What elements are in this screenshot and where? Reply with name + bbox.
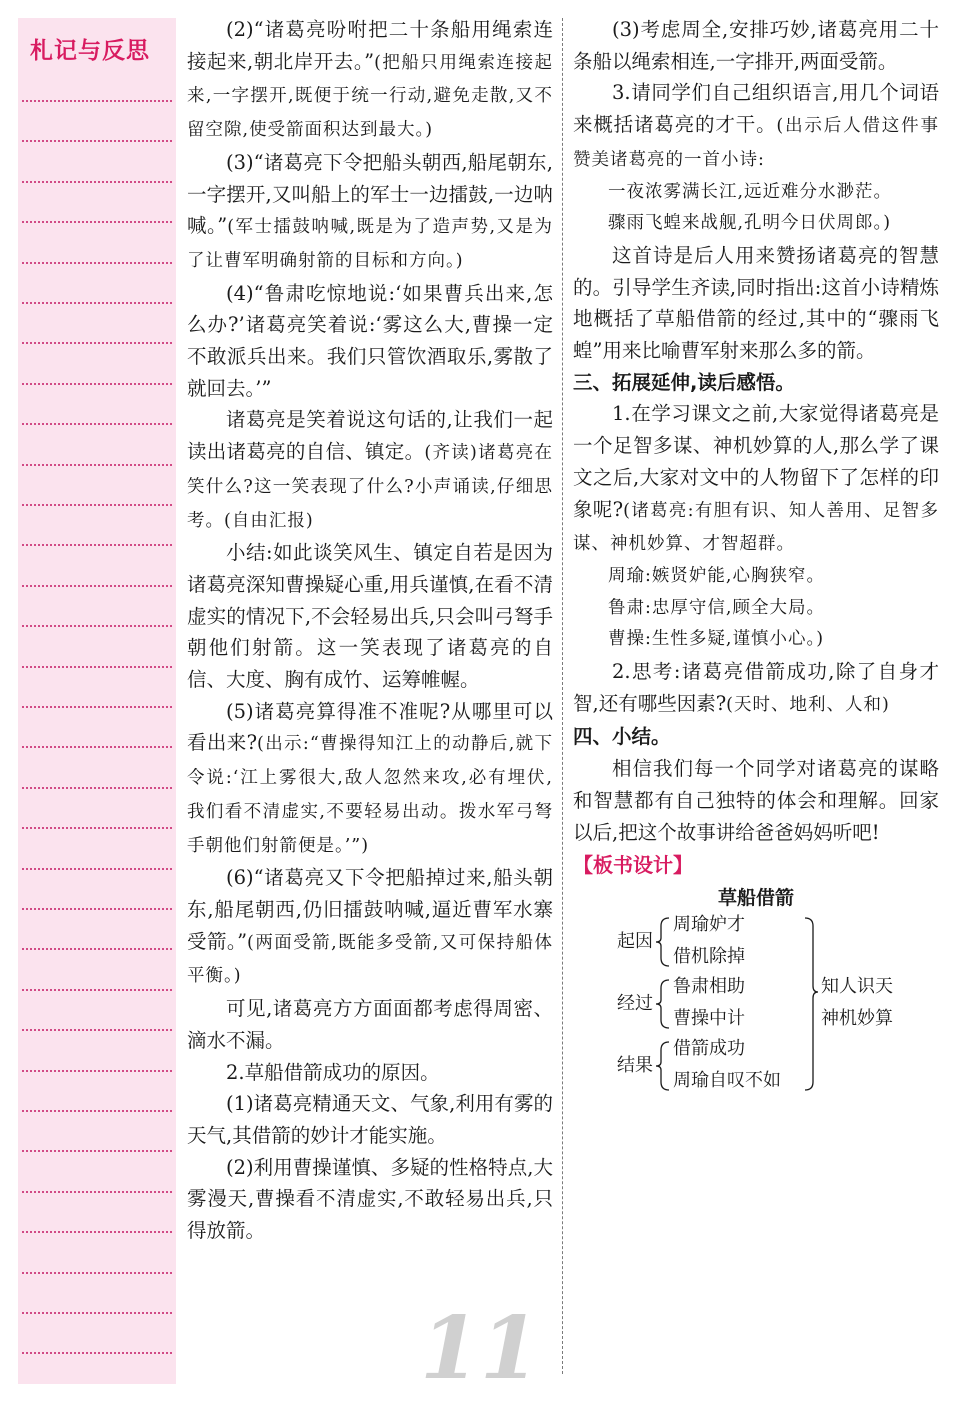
note-line (22, 1191, 172, 1193)
reason-2: (2)利用曹操谨慎、多疑的性格特点,大雾漫天,曹操看不清虚实,不敢轻易出兵,只得放箭。 (187, 1155, 553, 1243)
note-line (22, 1110, 172, 1112)
note-line (22, 746, 172, 748)
paragraph-5: (5)诸葛亮算得准不准呢?从哪里可以看出来?(出示:“曹操得知江上的动静后,就下令说:‘江上雾很大,敌人忽然来攻,必有埋伏,我们看不清虚实,不要轻易出动。拨水军弓弩手朝他们射箭便是。’”) (187, 699, 553, 856)
board-design-diagram (573, 914, 939, 1094)
note-line (22, 100, 172, 102)
note-line (22, 827, 172, 829)
sidebar-title: 札记与反思 (30, 38, 150, 64)
character-zhouyu: 周瑜:嫉贤妒能,心胸狭窄。 (608, 565, 825, 586)
note-line (22, 1150, 172, 1152)
paragraph-2: (2)“诸葛亮吩咐把二十条船用绳索连接起来,朝北岸开去。”(把船只用绳索连接起来,一字摆开,既便于统一行动,避免走散,又不留空隙,使受箭面积达到最大。) (187, 18, 554, 141)
paragraph-3: (3)“诸葛亮下令把船头朝西,船尾朝东,一字摆开,又叫船上的军士一边擂鼓,一边呐喊。”(军士擂鼓呐喊,既是为了造声势,又是为了让曹军明确射箭的目标和方向。) (187, 150, 553, 271)
extension-2: 2.思考:诸葛亮借箭成功,除了自身才智,还有哪些因素?(天时、地利、人和) (573, 660, 939, 715)
section-3-heading: 三、拓展延伸,读后感悟。 (573, 370, 795, 394)
poem-line-2: 骤雨飞蝗来战舰,孔明今日伏周郎。) (608, 213, 892, 234)
board-label-result: 结果 (617, 1055, 653, 1077)
poem-line-1: 一夜浓雾满长江,远近难分水渺茫。 (608, 181, 893, 202)
closing-paragraph: 相信我们每一个同学对诸葛亮的谋略和智慧都有自己独特的体会和理解。回家以后,把这个故事讲给爸爸妈妈听吧! (573, 757, 939, 844)
poem-explanation: 这首诗是后人用来赞扬诸葛亮的智慧的。引导学生齐读,同时指出:这首小诗精炼地概括了草船借箭的经过,其中的“骤雨飞蝗”用来比喻曹军射来那么多的箭。 (573, 243, 939, 363)
reason-1: (1)诸葛亮精通天文、气象,利用有雾的天气,其借箭的妙计才能实施。 (187, 1092, 553, 1147)
board-conclusion: 知人识天 (821, 976, 893, 998)
note-line (22, 948, 172, 950)
board-item: 鲁肃相助 (673, 976, 745, 998)
note-line (22, 302, 172, 304)
paragraph-conclusion: 可见,诸葛亮方方面面都考虑得周密、滴水不漏。 (187, 997, 553, 1052)
reason-3: (3)考虑周全,安排巧妙,诸葛亮用二十条船以绳索相连,一字排开,两面受箭。 (573, 18, 939, 73)
character-caocao: 曹操:生性多疑,谨慎小心。) (608, 629, 825, 650)
board-item: 曹操中计 (673, 1008, 745, 1030)
board-label-process: 经过 (617, 993, 653, 1015)
paragraph-6: (6)“诸葛亮又下令把船掉过来,船头朝东,船尾朝西,仍旧擂鼓呐喊,逼近曹军水寨受箭。”(两面受箭,既能多受箭,又可保持船体平衡。) (187, 866, 553, 987)
note-line (22, 1029, 172, 1031)
page-number: 11 (420, 1298, 540, 1399)
left-column (187, 14, 553, 1247)
note-line (22, 504, 172, 506)
note-line (22, 1352, 172, 1354)
board-item: 借机除掉 (673, 946, 745, 968)
note-line (22, 1312, 172, 1314)
note-line (22, 989, 172, 991)
note-line (22, 666, 172, 668)
note-line (22, 423, 172, 425)
character-lusu: 鲁肃:忠厚守信,顾全大局。 (608, 597, 825, 618)
note-line (22, 342, 172, 344)
extension-1: 1.在学习课文之前,大家觉得诸葛亮是一个足智多谋、神机妙算的人,那么学了课文之后,大家对文中的人物留下了怎样的印象呢?(诸葛亮:有胆有识、知人善用、足智多谋、神机妙算、才智超群。 (573, 402, 939, 555)
column-divider (562, 18, 563, 1374)
note-line (22, 787, 172, 789)
note-line (22, 868, 172, 870)
note-line (22, 625, 172, 627)
board-conclusion: 神机妙算 (821, 1008, 893, 1030)
note-line (22, 585, 172, 587)
note-line (22, 908, 172, 910)
paragraph-smile: 诸葛亮是笑着说这句话的,让我们一起读出诸葛亮的自信、镇定。(齐读)诸葛亮在笑什么?这一笑表现了什么?小声诵读,仔细思考。(自由汇报) (187, 408, 553, 531)
note-line (22, 383, 172, 385)
paragraph-summary: 小结:如此谈笑风生、镇定自若是因为诸葛亮深知曹操疑心重,用兵谨慎,在看不清虚实的情况下,不会轻易出兵,只会叫弓弩手朝他们射箭。这一笑表现了诸葛亮的自信、大度、胸有成竹、运筹帷幄。 (187, 541, 553, 692)
reason-heading: 2.草船借箭成功的原因。 (226, 1060, 440, 1084)
board-design-title: 草船借箭 (717, 887, 794, 910)
note-line (22, 221, 172, 223)
question-3: 3.请同学们自己组织语言,用几个词语来概括诸葛亮的才干。(出示后人借这件事赞美诸葛亮的一首小诗: (573, 81, 939, 170)
board-item: 周瑜妒才 (673, 914, 745, 936)
right-column (573, 14, 939, 1094)
paragraph-4: (4)“鲁肃吃惊地说:‘如果曹兵出来,怎么办?’诸葛亮笑着说:‘雾这么大,曹操一定不敢派兵出来。我们只管饮酒取乐,雾散了就回去。’” (187, 281, 553, 400)
note-line (22, 544, 172, 546)
board-item: 周瑜自叹不如 (673, 1070, 781, 1092)
note-line (22, 1070, 172, 1072)
note-line (22, 706, 172, 708)
board-label-cause: 起因 (617, 931, 653, 953)
note-line (22, 1231, 172, 1233)
board-design-heading: 【板书设计】 (573, 853, 693, 878)
note-line (22, 262, 172, 264)
note-line (22, 140, 172, 142)
board-item: 借箭成功 (673, 1038, 745, 1060)
section-4-heading: 四、小结。 (573, 725, 671, 749)
note-line (22, 181, 172, 183)
reflection-sidebar (18, 18, 176, 1384)
note-line (22, 1272, 172, 1274)
note-line (22, 464, 172, 466)
